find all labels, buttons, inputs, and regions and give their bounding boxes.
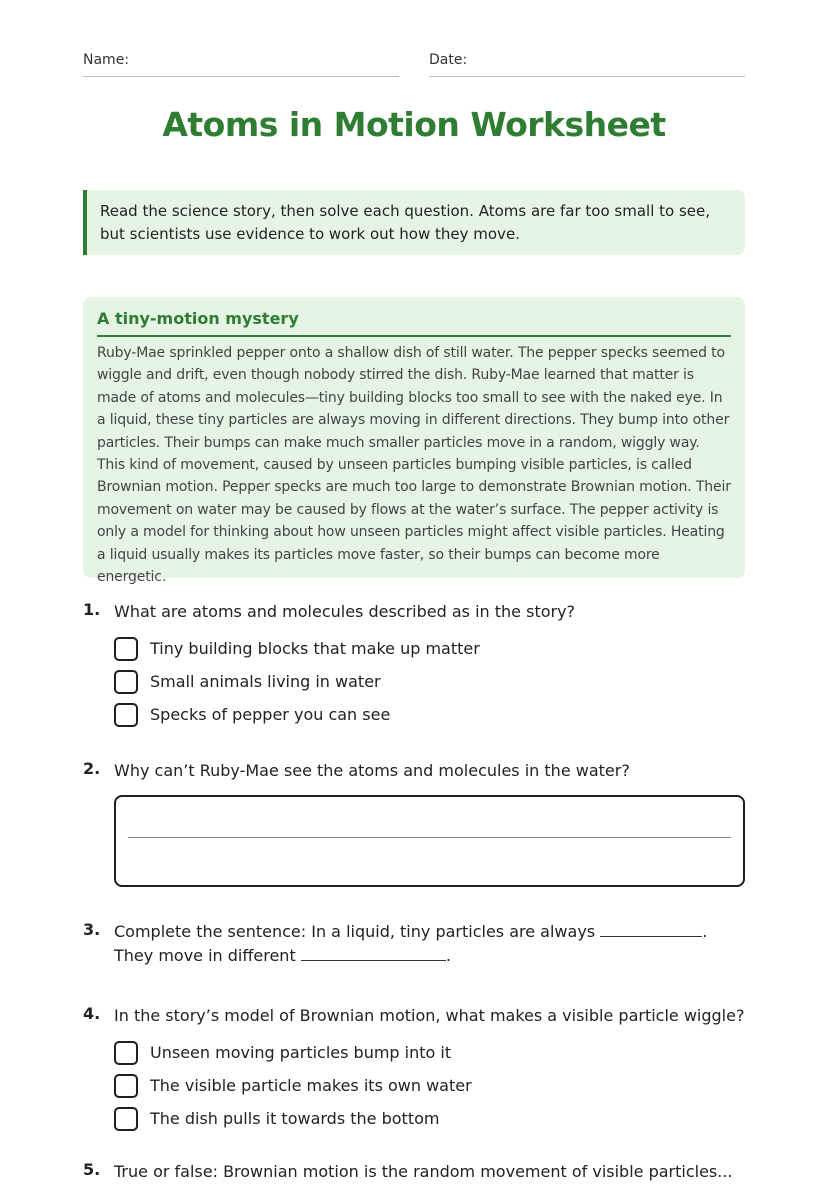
checkbox[interactable]	[114, 637, 138, 661]
question-4	[83, 1004, 745, 1137]
option-label: The dish pulls it towards the bottom	[150, 1109, 440, 1128]
blank-input-2[interactable]	[301, 944, 446, 961]
question-text: What are atoms and molecules described as in the story?	[114, 602, 576, 621]
option-row[interactable]	[114, 1104, 745, 1137]
question-number: 4.	[83, 1004, 101, 1023]
question-text: In the story’s model of Brownian motion, what makes a visible particle wiggle?	[114, 1006, 745, 1025]
question-number: 2.	[83, 759, 101, 778]
question-number: 1.	[83, 600, 101, 619]
option-row[interactable]	[114, 1038, 745, 1071]
story-title: A tiny-motion mystery	[97, 309, 731, 337]
name-label: Name:	[83, 52, 130, 68]
answer-box[interactable]	[114, 795, 745, 887]
option-row[interactable]	[114, 1071, 745, 1104]
question-3	[83, 920, 745, 968]
option-label: Unseen moving particles bump into it	[150, 1043, 452, 1062]
question-number: 5.	[83, 1160, 101, 1179]
question-1	[83, 600, 745, 733]
blank-input-1[interactable]	[600, 920, 702, 937]
checkbox[interactable]	[114, 703, 138, 727]
option-row[interactable]	[114, 634, 745, 667]
story-box	[83, 297, 745, 586]
question-text	[114, 920, 745, 968]
option-label: Specks of pepper you can see	[150, 705, 391, 724]
option-label: The visible particle makes its own water	[150, 1076, 472, 1095]
sentence-part-3: .	[445, 946, 451, 965]
story-text: Ruby-Mae sprinkled pepper onto a shallow dish of still water. The pepper specks seemed to wiggle and drift, even though nobody stirred the dish. Ruby-Mae learned that matter is made of atoms and molecules—tiny building blocks too small to see with the naked eye. In a liquid, these tiny particles are always moving in different directions. They bump into other particles. Their bumps can make much smaller particles move in a random, wiggly way. This kind of movement, caused by unseen particles bumping visible particles, is called Brownian motion. Pepper specks are much too large to demonstrate Brownian motion. Their movement on water may be caused by flows at the water’s surface. The pepper activity is only a model for thinking about how unseen particles might affect visible particles. Heating a liquid usually makes its particles move faster, so their bumps can become more energetic.	[97, 345, 731, 586]
date-field[interactable]	[429, 52, 745, 77]
question-number: 3.	[83, 920, 101, 939]
checkbox[interactable]	[114, 670, 138, 694]
option-label: Tiny building blocks that make up matter	[150, 639, 480, 658]
checkbox[interactable]	[114, 1107, 138, 1131]
question-5	[83, 1160, 745, 1184]
date-label: Date:	[429, 52, 468, 68]
sentence-part-2: . They move in different	[114, 922, 708, 965]
intro-box: Read the science story, then solve each question. Atoms are far too small to see, but scientists use evidence to work out how they move.	[83, 190, 745, 255]
question-2	[83, 759, 745, 887]
header-fields	[83, 52, 745, 78]
option-row[interactable]	[114, 667, 745, 700]
checkbox[interactable]	[114, 1041, 138, 1065]
option-label: Small animals living in water	[150, 672, 381, 691]
option-row[interactable]	[114, 700, 745, 733]
answer-line	[128, 837, 731, 838]
name-field[interactable]	[83, 52, 399, 77]
question-text: Why can’t Ruby-Mae see the atoms and molecules in the water?	[114, 761, 630, 780]
page-title: Atoms in Motion Worksheet	[162, 105, 666, 144]
checkbox[interactable]	[114, 1074, 138, 1098]
question-text: True or false: Brownian motion is the random movement of visible particles...	[114, 1162, 733, 1181]
sentence-part-1: Complete the sentence: In a liquid, tiny particles are always	[114, 922, 596, 941]
